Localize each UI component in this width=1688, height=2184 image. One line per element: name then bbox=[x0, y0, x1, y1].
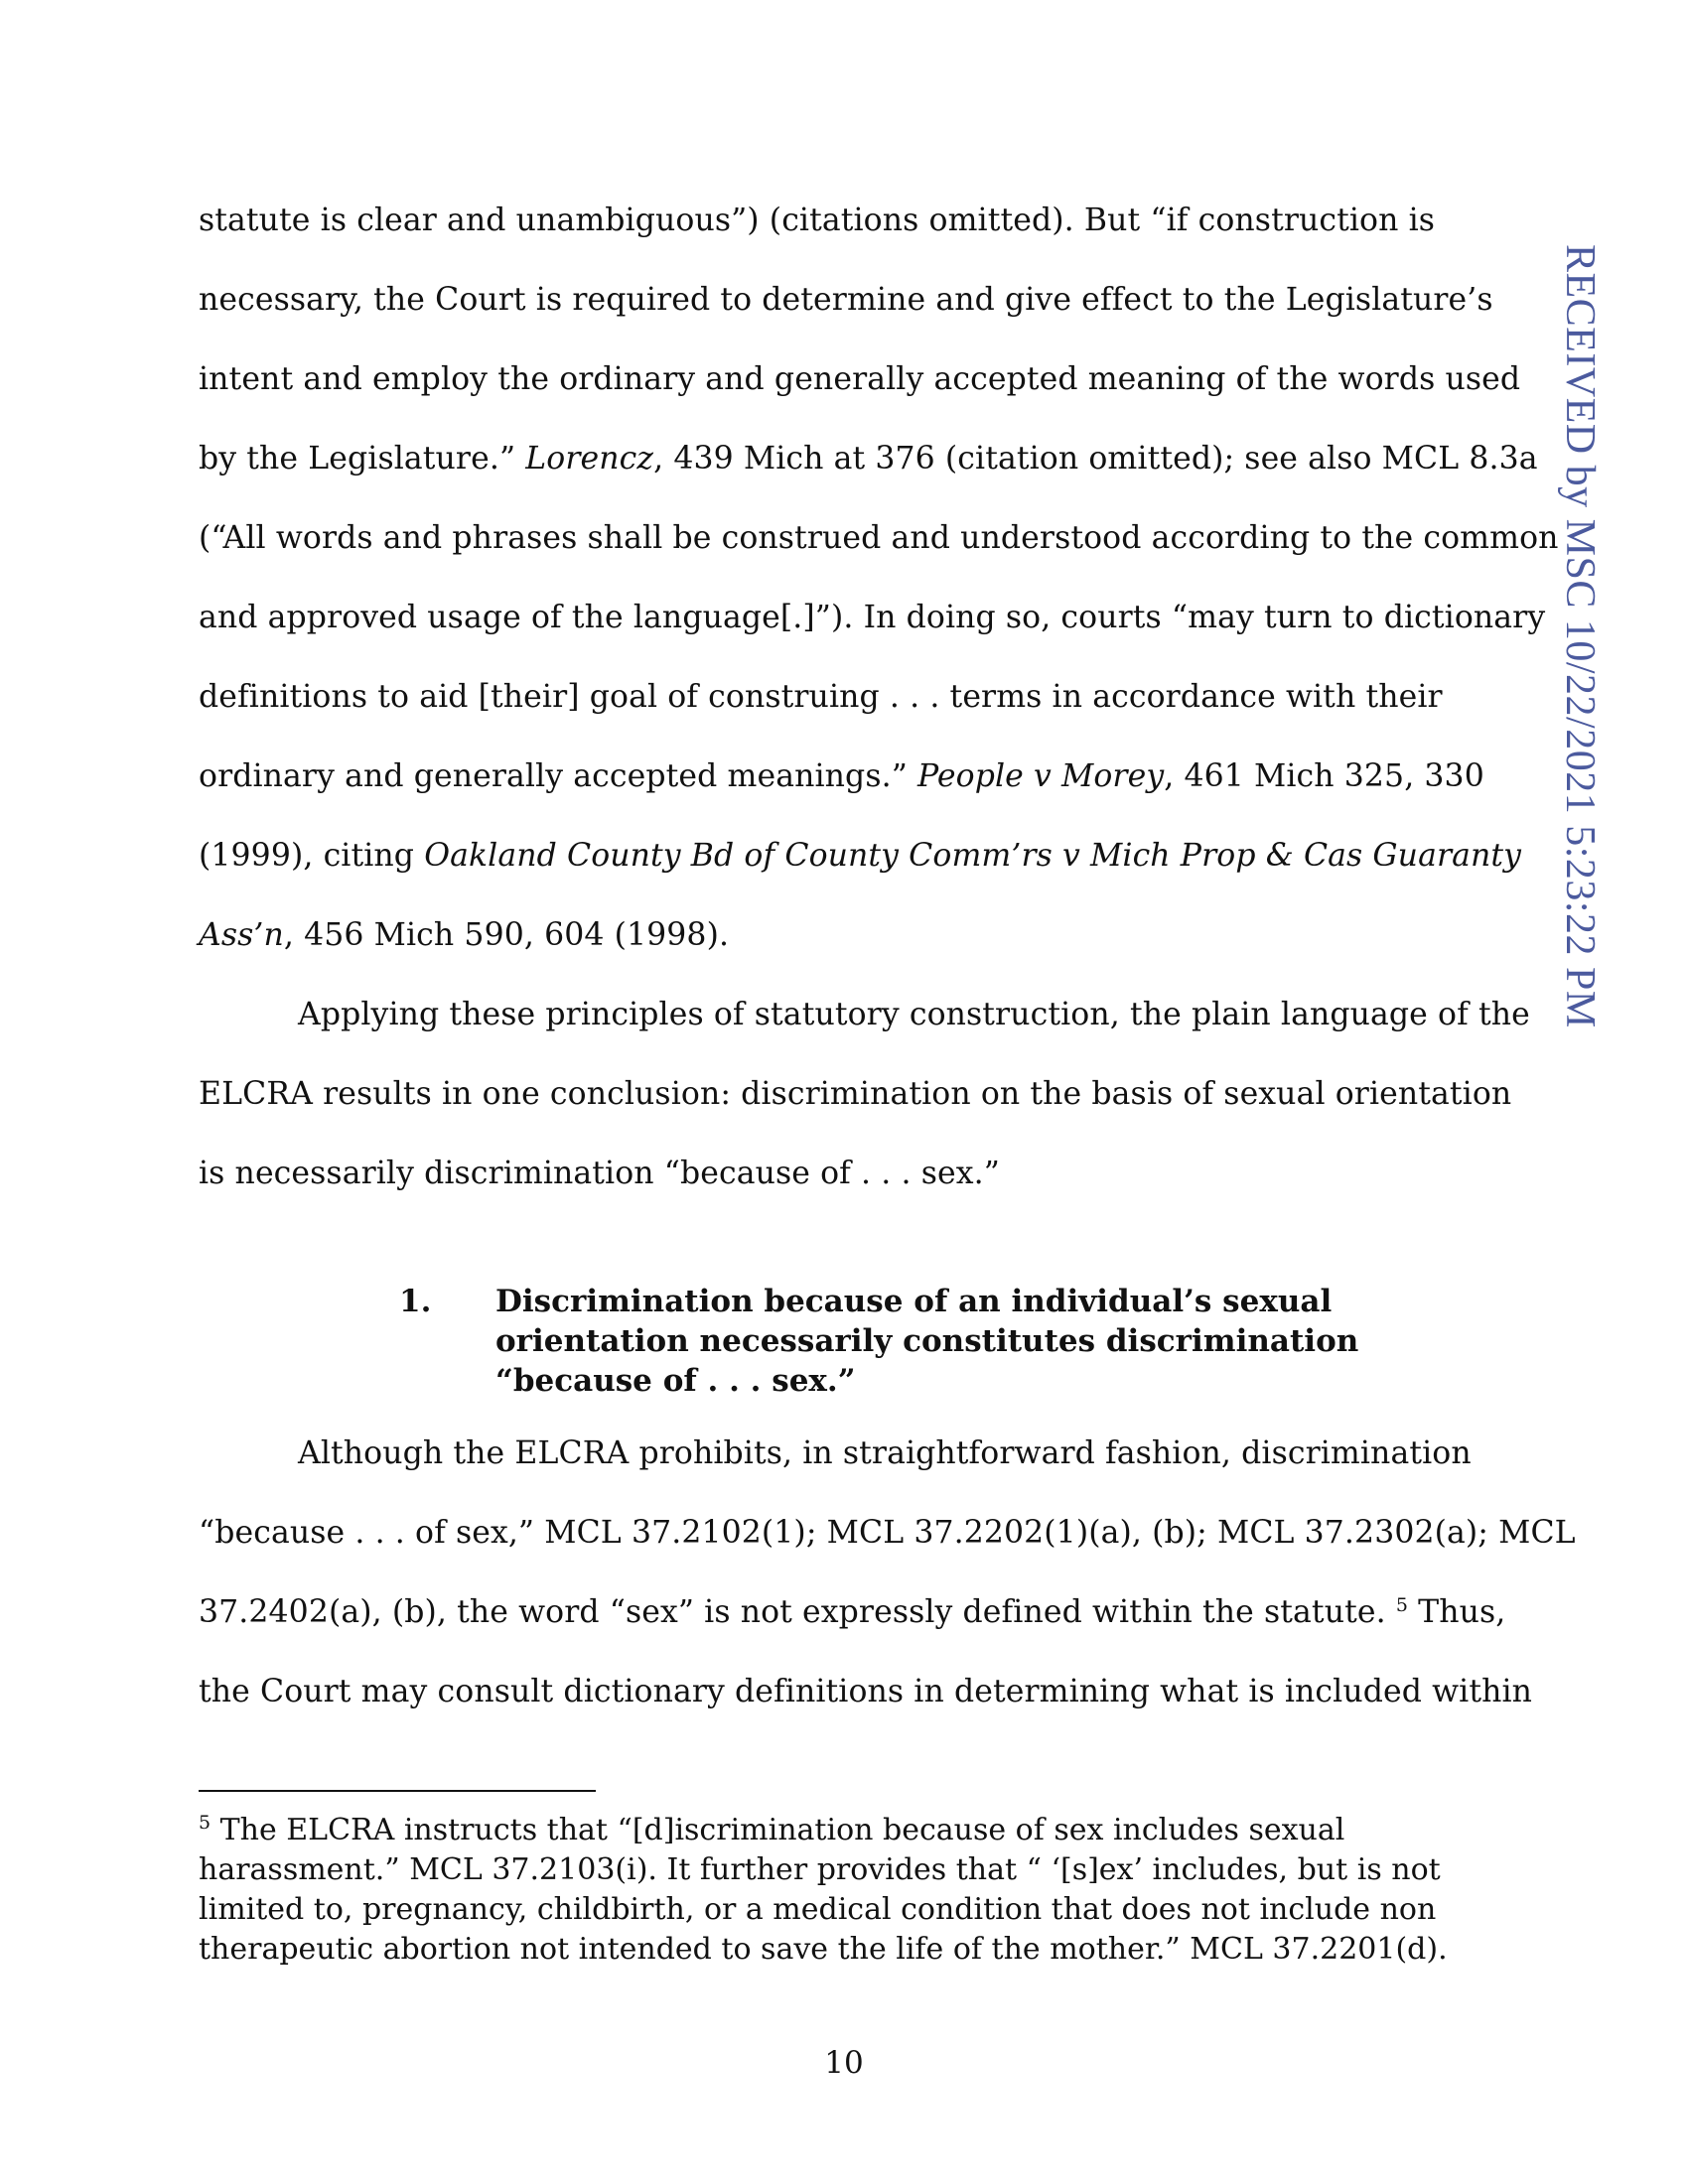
body-line bbox=[199, 439, 1538, 478]
section-number: 1. bbox=[399, 1284, 432, 1319]
body-line bbox=[199, 836, 1521, 876]
case-citation: Ass’n bbox=[199, 917, 284, 953]
body-line bbox=[199, 756, 1484, 796]
footnote-separator bbox=[199, 1790, 596, 1792]
footnote-line: limited to, pregnancy, childbirth, or a medical condition that does not include non bbox=[199, 1892, 1437, 1927]
body-line: Although the ELCRA prohibits, in straightforward fashion, discrimination bbox=[298, 1435, 1472, 1471]
body-line: statute is clear and unambiguous”) (citations omitted). But “if construction is bbox=[199, 203, 1436, 238]
section-heading-line: “because of . . . sex.” bbox=[495, 1363, 856, 1399]
body-line: ELCRA results in one conclusion: discrimination on the basis of sexual orientation bbox=[199, 1076, 1512, 1112]
body-line bbox=[199, 915, 729, 955]
body-line: necessary, the Court is required to determine and give effect to the Legislature’s bbox=[199, 282, 1493, 318]
body-line: and approved usage of the language[.]”). In doing so, courts “may turn to dictionary bbox=[199, 600, 1546, 635]
received-stamp: RECEIVED by MSC 10/22/2021 5:23:22 PM bbox=[1557, 244, 1603, 1028]
footnote-line: harassment.” MCL 37.2103(i). It further provides that “ ‘[s]ex’ includes, but is not bbox=[199, 1852, 1441, 1887]
body-line: definitions to aid [their] goal of construing . . . terms in accordance with their bbox=[199, 679, 1443, 715]
body-line: “because . . . of sex,” MCL 37.2102(1); MCL 37.2202(1)(a), (b); MCL 37.2302(a); MCL bbox=[199, 1515, 1576, 1551]
body-line: is necessarily discrimination “because of . . . sex.” bbox=[199, 1156, 1000, 1191]
body-line: (“All words and phrases shall be construed and understood according to the common bbox=[199, 520, 1559, 556]
section-heading-line: orientation necessarily constitutes discrimination bbox=[495, 1323, 1359, 1359]
footnote-line: therapeutic abortion not intended to save the life of the mother.” MCL 37.2201(d). bbox=[199, 1932, 1448, 1967]
body-line: the Court may consult dictionary definitions in determining what is included within bbox=[199, 1674, 1533, 1709]
case-citation: People v Morey bbox=[917, 758, 1165, 794]
text-run: , 461 Mich 325, 330 bbox=[1164, 758, 1484, 794]
text-run: (1999), citing bbox=[199, 838, 425, 874]
text-run: The ELCRA instructs that “[d]iscrimination because of sex includes sexual bbox=[211, 1813, 1345, 1847]
text-run: , 439 Mich at 376 (citation omitted); see also MCL 8.3a bbox=[653, 441, 1538, 477]
footnote-line bbox=[199, 1811, 1344, 1853]
footnote-reference[interactable]: 5 bbox=[1395, 1594, 1409, 1616]
footnote-marker: 5 bbox=[199, 1812, 211, 1834]
body-line: Applying these principles of statutory construction, the plain language of the bbox=[298, 997, 1530, 1032]
text-run: 37.2402(a), (b), the word “sex” is not expressly defined within the statute. bbox=[199, 1594, 1386, 1630]
body-line bbox=[199, 1592, 1505, 1636]
section-heading-line: Discrimination because of an individual’s sexual bbox=[495, 1284, 1333, 1319]
body-line: intent and employ the ordinary and generally accepted meaning of the words used bbox=[199, 361, 1521, 397]
text-run: , 456 Mich 590, 604 (1998). bbox=[283, 917, 730, 953]
text-run: Thus, bbox=[1408, 1594, 1506, 1630]
page-number: 10 bbox=[824, 2045, 864, 2081]
case-citation: Lorencz bbox=[525, 441, 654, 477]
case-citation: Oakland County Bd of County Comm’rs v Mich Prop & Cas Guaranty bbox=[424, 838, 1522, 874]
text-run: by the Legislature.” bbox=[199, 441, 526, 477]
text-run: ordinary and generally accepted meanings.” bbox=[199, 758, 918, 794]
